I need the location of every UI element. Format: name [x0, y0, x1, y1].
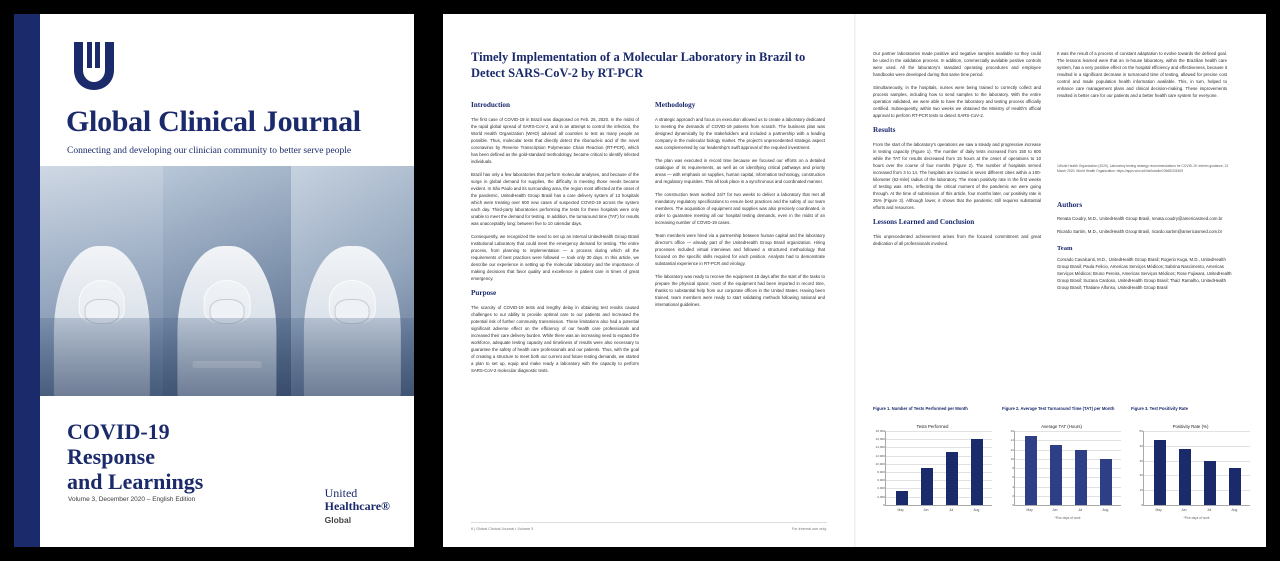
page-footer-left-text: 6 | Global Clinical Journal • Volume 3 [471, 527, 534, 531]
figure-2-plot [1010, 429, 1121, 507]
figure-1-title: Tests Performed [916, 424, 949, 429]
page-footer-left [471, 522, 827, 531]
cover-left-rail [14, 14, 40, 547]
figure-1-xtick-0: May [897, 508, 904, 512]
figure-2-ytick-8: 8 [1012, 466, 1014, 470]
article-page-right [855, 14, 1266, 547]
figure-2-ytick-2: 2 [1012, 493, 1014, 498]
journal-title: Global Clinical Journal [66, 105, 361, 138]
cover-volume-line: Volume 3, December 2020 – English Edition [68, 496, 196, 503]
figure-2-ytick-14: 14 [1010, 438, 1014, 443]
publisher-logo [325, 487, 390, 525]
methodology-paragraph-4: Team members were hired via a partnership between human capital and the laboratory director's office — already part of the UnitedHealth Group Brasil organization. Hiring processes included virtual interviews and followed a structured methodology that focused on the specific skills required for each position. Analysts had to demonstrate substantial experience in RT-PCR and virology. [655, 233, 825, 267]
figure-2-xtick-1: Jun [1052, 508, 1058, 512]
publisher-line-2: Healthcare® [324, 499, 390, 514]
figure-1-ytick-12000: 12,000 [875, 453, 885, 458]
article-column-2 [655, 100, 825, 314]
cover-issue-heading [67, 420, 394, 495]
team-list: Conrado Cavalcanti, M.D., UnitedHealth Group Brasil; Rogerio Kuga, M.D., UnitedHealth Group Brasil; Paula Felicio, Americas Serviços Médicos; Sabrina Nascimento, Americas Serviços Médicos; Bruno Pereira, Americas Serviços Médicos; Rose Fujiwara, UnitedHealth Group Brasil; Suzana Cardoso, UnitedHealth Group Brasil; Thaiz Ramalho, UnitedHealth Group Brasil; Thatiane Alfonso, UnitedHealth Group Brasil [1057, 257, 1232, 291]
figure-3-ytick-20: 20 [1139, 473, 1143, 478]
figure-1-ytick-6000: 6,000 [877, 478, 885, 483]
figure-1-ytick-10000: 10,000 [875, 461, 885, 466]
uhg-shield-logo-icon [68, 38, 120, 90]
authors-block [1057, 200, 1232, 292]
figure-1-ytick-8000: 8,000 [877, 470, 885, 475]
figure-1-ytick-18000: 18,000 [875, 429, 885, 433]
figure-2 [1002, 406, 1121, 526]
figure-1-ytick-14000: 14,000 [875, 445, 885, 450]
figure-3-xtick-3: Aug [1231, 508, 1238, 512]
methodology-paragraph-6: Our partner laboratories made positive and negative samples available so they could be used in the validation process. In addition, commercially available positive controls were used. All the laboratory's standard operating procedures and employee handbooks were developed during that same time period. [873, 51, 1041, 78]
article-spread [443, 14, 1266, 547]
figure-2-bars [1015, 431, 1121, 505]
figure-3-xticks [1143, 506, 1250, 512]
figure-2-bar-aug [1100, 459, 1112, 505]
intro-paragraph-3: Consequently, we recognized the need to set up an internal UnitedHealth Group Brasil Institutional Laboratory that could meet the emergency demand for testing. The entire process, from planning to implementation — a process during which all the requirements of best practices were followed — took only 30 days. In this article, we describe our experience in setting up the molecular laboratory and the importance of making decisions that favor quality and excellence in patient care in times of great emergency. [471, 234, 639, 282]
figure-2-ytick-6: 6 [1012, 475, 1014, 480]
article-page-left [443, 14, 855, 547]
figure-3-xtick-1: Jun [1181, 508, 1187, 512]
page-footer-right-text: For internal use only. [791, 527, 827, 531]
figure-2-ytick-4: 4 [1012, 484, 1014, 489]
figure-3-ytick-30: 30 [1139, 458, 1143, 463]
figure-1-bar-jul [946, 452, 958, 505]
authors-heading: Authors [1057, 201, 1083, 209]
figure-1-caption: Figure 1. Number of Tests Performed per Month [873, 406, 968, 411]
figure-2-bar-jul [1075, 450, 1087, 506]
article-column-3 [873, 50, 1041, 253]
section-heading-introduction: Introduction [471, 101, 511, 109]
intro-paragraph-2: Brazil has only a few laboratories that perform molecular analyses, and because of the surge in global demand for supplies, the difficulty in meeting those needs became evident. In São Paulo and its surrounding area, the region most affected at the onset of the pandemic, UnitedHealth Group Brasil has a care delivery system of 13 hospitals which were treating over 600 new cases of suspected COVID-19 across the system each day. Third-party laboratories performing the tests for these hospitals were only unable to meet the demand for testing. In addition, the turnaround time (TAT) for results was unacceptably long: between five to 10 calendar days. [471, 171, 639, 227]
figure-2-ytick-12: 12 [1010, 447, 1014, 452]
figure-3-ytick-50: 50 [1139, 429, 1143, 433]
figure-3-caption: Figure 3. Test Positivity Rate [1131, 406, 1188, 411]
figure-3-ytick-10: 10 [1139, 488, 1143, 493]
publisher-line-1: United [324, 486, 358, 501]
figure-2-xtick-0: May [1026, 508, 1033, 512]
figure-1-ytick-4000: 4,000 [877, 486, 885, 491]
figure-1-bars [886, 431, 992, 505]
figure-1-bar-aug [971, 439, 983, 505]
article-column-1 [471, 100, 639, 380]
cover-photo-strip [40, 166, 414, 396]
figure-1-ytick-0: 0 [883, 503, 885, 507]
author-entry-2: Ricardo Sartim, M.D., UnitedHealth Group Brasil, ricardo.sartim@americasmed.com.br [1057, 228, 1223, 234]
article-title: Timely Implementation of a Molecular Laboratory in Brazil to Detect SARS-CoV-2 by RT-PCR [471, 50, 806, 80]
cover-issue-heading-line-3: and Learnings [67, 468, 204, 494]
figure-3 [1131, 406, 1250, 526]
figure-2-ytick-0: 0 [1012, 503, 1014, 507]
journal-cover-page [14, 14, 414, 547]
figure-3-xtick-0: May [1155, 508, 1162, 512]
figure-2-xtick-2: Jul [1078, 508, 1083, 512]
section-heading-results: Results [873, 126, 896, 135]
methodology-paragraph-1: A strategic approach and focus on execution allowed us to create a laboratory dedicated to meeting the demands of COVID-19 patients from scratch. The business plan was designed dynamically by the stakeholders and included a partnership with a leading company in the molecular biology market. The project's unprecedented strategic aspect was complemented by our leadership's swift approval of the required investment. [655, 116, 825, 150]
figure-3-ytick-40: 40 [1139, 443, 1143, 448]
figure-3-bar-jul [1204, 461, 1216, 505]
figure-3-bar-may [1154, 440, 1166, 505]
intro-paragraph-1: The first case of COVID-19 in Brazil was diagnosed on Feb. 25, 2020. In the midst of the rapid global spread of SARS-CoV-2, and in an attempt to control the infection, the World Health Organization (WHO) advised all countries to test as many people as possible. Thus, molecular tests that directly detect the ribonucleic acid of the novel coronavirus by Reverse Transcription Polymerase Chain Reaction (RT-PCR), which has been defined as the gold-standard methodology, became critical to identify infected individuals. [471, 116, 639, 164]
figure-3-note: *Five days of work [1183, 516, 1210, 520]
figure-1 [873, 406, 992, 526]
lessons-paragraph-2: It was the result of a process of constant adaptation to evolve towards the defined goal. The lessons learned were that an in-house laboratory, within the Brazilian health care system, has a very positive effect on the hospital efficiency and effectiveness, because it resulted in a significant decrease in turnaround time of testing, allowed for precise cost control and made population health information available. This, in turn, helped to enhance care management plans and clinical decision-making. These improvements resulted in better care for our patients and a better health care system for everyone. [1057, 51, 1227, 99]
purpose-paragraph-1: The scarcity of COVID-19 tests and lengthy delay in obtaining test results caused challenges to our ability to provide optimal care to our patients and increased the potential risk of further community transmission. These limitations also had a potential significant adverse effect on the efficiency of our health care professionals and increased their care delivery burden. While there was an increasing need to expand the workforce, adequate testing capacity and timeliness of results were also necessary to guarantee the safety of health care professionals and our patients. Thus, with the goal of creating a structure to meet both our current and future testing demands, we started a plan to set up, equip and make ready a laboratory with the capacity to perform SARS-CoV-2 molecular diagnostic tests. [471, 305, 639, 374]
figure-2-xticks [1014, 506, 1121, 512]
author-entry-1: Renata Coudry, M.D., UnitedHealth Group Brasil, renata.coudry@americasmed.com.br [1057, 215, 1223, 221]
figure-1-bar-may [896, 491, 908, 505]
figure-2-bar-may [1025, 436, 1037, 505]
figure-3-bars [1144, 431, 1250, 505]
section-heading-methodology: Methodology [655, 101, 696, 109]
figure-1-ytick-16000: 16,000 [875, 437, 885, 442]
figure-3-bar-jun [1179, 449, 1191, 505]
methodology-paragraph-2: The plan was executed in record time because we focused our efforts on a detailed catalogue of its requirements, as well as on identifying critical pathways and priority areas — with emphasis on supplies, human capital, information technology, construction and regulatory requisites. This all took place in a synchronous and coordinated manner. [655, 157, 825, 184]
figure-2-ytick-16: 16 [1010, 429, 1014, 433]
figure-2-bar-jun [1050, 445, 1062, 505]
methodology-paragraph-3: The construction team worked 24/7 for two weeks to deliver a laboratory that met all mandatory regulatory specifications to ensure best practices and the safety of our team members. The acquisition of equipment and supplies was also precisely coordinated, in order to guarantee meeting all our hospital testing demands, even in the midst of an increasing number of COVID-19 cases. [655, 191, 825, 226]
figures-row [873, 406, 1251, 526]
figure-2-ytick-10: 10 [1010, 456, 1014, 461]
figure-2-caption: Figure 2. Average Test Turnaround Time (TAT) per Month [1002, 406, 1115, 411]
cover-photo-1 [40, 166, 163, 396]
figure-3-xtick-2: Jul [1207, 508, 1212, 512]
figure-1-plot [875, 429, 992, 507]
figure-1-xtick-1: Jun [923, 508, 929, 512]
figure-2-note: *Five days of work [1054, 516, 1081, 520]
cover-body [40, 14, 414, 547]
figure-1-bar-jun [921, 468, 933, 505]
figure-1-xtick-2: Jul [949, 508, 954, 512]
lessons-paragraph-1: This unprecedented achievement arises from the focused commitment and great dedication of all professionals involved. [873, 233, 1041, 246]
methodology-paragraph-7: Simultaneously, in the hospitals, nurses were being trained to correctly collect and process samples, including how to send samples to the laboratory. With the entire operation validated, we were able to have the laboratory and testing process officially certified. Subsequently, within two weeks we obtained the Ministry of Health's official approval to perform RT-PCR tests to detect SARS-CoV-2. [873, 85, 1041, 119]
cover-photo-3 [291, 166, 414, 396]
figure-1-xticks [885, 506, 992, 512]
figure-3-bar-aug [1229, 468, 1241, 505]
section-heading-purpose: Purpose [471, 289, 497, 298]
figure-1-xtick-3: Aug [973, 508, 980, 512]
figure-3-title: Positivity Rate (%) [1172, 424, 1209, 429]
figure-1-ytick-2000: 2,000 [877, 494, 885, 499]
journal-tagline: Connecting and developing our clinician community to better serve people [67, 146, 352, 156]
results-paragraph-1: From the start of the laboratory's operations we saw a steady and progressive increase in testing capacity (Figure 1). The number of daily tests increased from 150 to 600 while the TAT for results decreased from 15 hours at the onset of operations to 10 hours over the course of four months (Figure 2). The number of hospitals served increased from 3 to 14. The hospitals are located in seven different cities within a 100-kilometer (62-mile) radius of the laboratory. The mean positivity rate in the first weeks of testing was 44%, reflecting the critical moment of the pandemic we were going through. At the time of submission of this article, four months later, our positivity rate is 25% (Figure 3). Although lower, it shows that the pandemic still requires substantial efforts and resources. [873, 141, 1041, 211]
figure-3-plot [1139, 429, 1250, 507]
article-footnote: 1World Health Organization (2020). Laboratory testing strategy recommendations for COVID-19: interim guidance, 21 March 2020. World Health Organization. https://apps.who.int/iris/handle/10665/331509 [1057, 164, 1229, 173]
team-heading: Team [1057, 244, 1073, 252]
publisher-line-3: Global [324, 515, 352, 525]
article-column-4 [1057, 50, 1227, 105]
cover-photo-2 [163, 166, 290, 396]
cover-issue-heading-line-2: Response [67, 443, 156, 469]
methodology-paragraph-5: The laboratory was ready to receive the equipment 15 days after the start of the tasks to prepare the physical space; most of the equipment had been imported in record time, thanks to substantial help from our corporate offices in the United States. Having been trained, team members were ready to start validating methods following national and international guidelines. [655, 274, 825, 308]
section-heading-lessons: Lessons Learned and Conclusion [873, 218, 975, 227]
figure-3-ytick-0: 0 [1141, 503, 1143, 507]
figure-2-xtick-3: Aug [1102, 508, 1109, 512]
figure-2-title: Average TAT (Hours) [1041, 424, 1082, 429]
cover-issue-heading-line-1: COVID-19 [67, 419, 170, 444]
